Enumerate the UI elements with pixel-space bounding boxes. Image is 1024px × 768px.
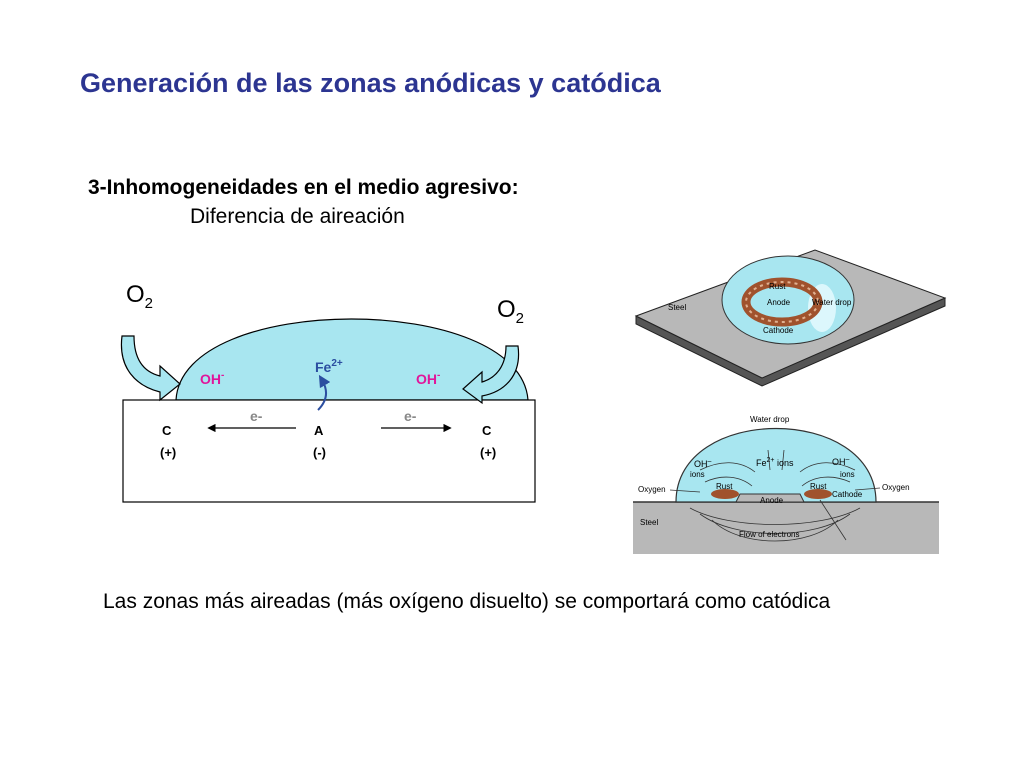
section-subheading: Diferencia de aireación: [190, 205, 405, 228]
section-ions-left-label: ions: [690, 470, 705, 479]
plate-steel-label: Steel: [668, 303, 687, 312]
section-oh-left-label: OH–: [694, 458, 712, 469]
hydroxide-label-right: OH-: [416, 370, 441, 387]
oxygen-label-left: $O_2$: [126, 281, 154, 312]
section-cathode-label: Cathode: [832, 490, 863, 499]
section-ions-right-label: ions: [840, 470, 855, 479]
electron-label-right: e-: [404, 408, 417, 424]
iron-ion-label: $Fe^{2+}$: [315, 358, 343, 375]
anode-letter: A: [314, 423, 324, 438]
plate-anode-label: Anode: [767, 298, 791, 307]
cross-section-steel: [633, 502, 939, 554]
oxygen-label-right: $O_2$: [497, 296, 525, 327]
plate-diagram: [636, 250, 945, 386]
cathode-right-letter: C: [482, 423, 492, 438]
section-oxygen-right-label: Oxygen: [882, 483, 910, 492]
section-electron-flow-label: Flow of electrons: [739, 530, 800, 539]
hydroxide-label-left: OH-: [200, 370, 225, 387]
metal-surface: [123, 400, 535, 502]
cathode-left-letter: C: [162, 423, 172, 438]
anode-sign: (-): [313, 445, 326, 460]
conclusion-text: Las zonas más aireadas (más oxígeno disuelto) se comportará como catódica: [103, 590, 831, 613]
section-water-drop-label: Water drop: [750, 415, 790, 424]
cathode-left-sign: (+): [160, 445, 177, 460]
electron-label-left: e-: [250, 408, 263, 424]
oxygen-arrow-left: [121, 336, 180, 400]
section-oxygen-left-label: Oxygen: [638, 485, 666, 494]
plate-water-drop-label: Water drop: [812, 298, 852, 307]
section-oh-right-label: OH–: [832, 456, 850, 467]
section-rust-right-label: Rust: [810, 482, 827, 491]
section-anode-label: Anode: [760, 496, 784, 505]
plate-cathode-label: Cathode: [763, 326, 794, 335]
section-fe-label: $Fe^{2+}$ ions: [756, 457, 794, 468]
section-rust-left-label: Rust: [716, 482, 733, 491]
section-heading: 3-Inhomogeneidades en el medio agresivo:: [88, 176, 519, 199]
slide-title: Generación de las zonas anódicas y catódica: [80, 68, 661, 98]
cathode-right-sign: (+): [480, 445, 497, 460]
section-steel-label: Steel: [640, 518, 659, 527]
plate-rust-label: Rust: [769, 282, 786, 291]
cross-section-diagram: [633, 415, 939, 554]
